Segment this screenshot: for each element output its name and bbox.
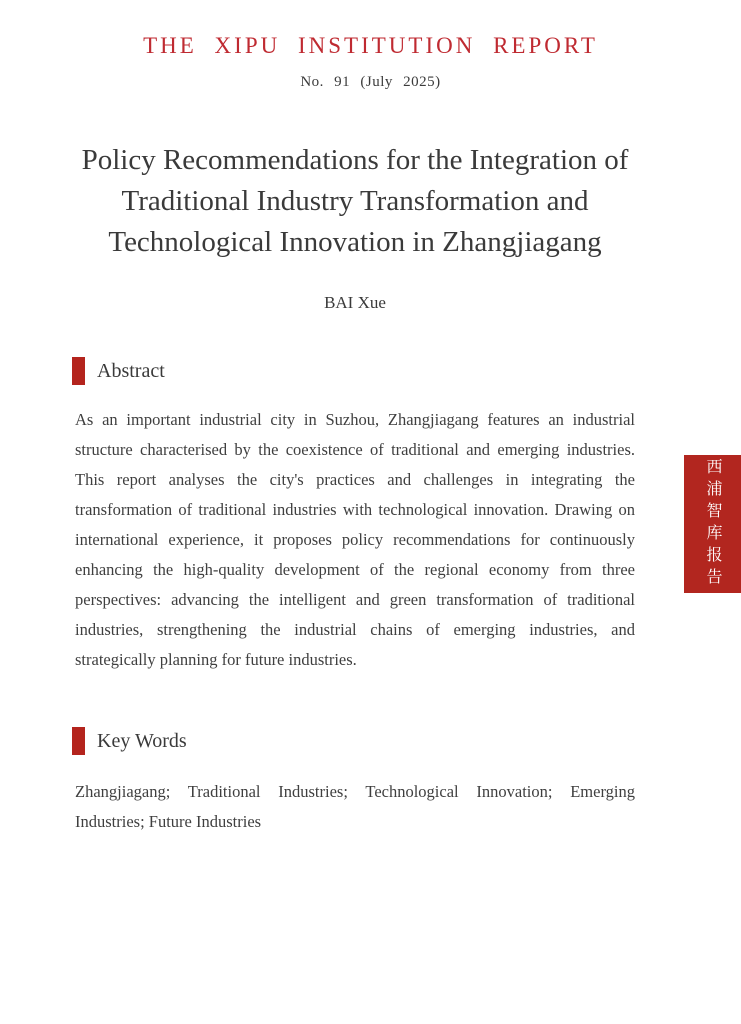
- report-title-line-2: Traditional Industry Transformation and: [121, 185, 589, 217]
- side-tab-think-tank-report: 西浦智库报告: [684, 455, 741, 593]
- section-marker-bar: [72, 357, 85, 385]
- keywords-body: Zhangjiagang; Traditional Industries; Technological Innovation; Emerging Industries; Future Industries: [75, 782, 635, 831]
- report-title-line-3: Technological Innovation in Zhangjiagang: [108, 226, 602, 258]
- section-marker-bar: [72, 727, 85, 755]
- report-title-line-1: Policy Recommendations for the Integration of: [81, 144, 629, 176]
- issue-line: No. 91 (July 2025): [300, 74, 441, 90]
- abstract-section-heading: [72, 357, 635, 385]
- keywords-section-heading: [72, 727, 635, 755]
- keywords-heading-label: Key Words: [97, 730, 187, 752]
- abstract-heading-label: Abstract: [97, 360, 165, 382]
- masthead-title: THE XIPU INSTITUTION REPORT: [143, 33, 598, 58]
- content-column: [75, 140, 635, 837]
- abstract-body: As an important industrial city in Suzhou, Zhangjiagang features an industrial structure characterised by the coexistence of traditional and emerging industries. This report analyses the city's practices and challenges in integrating the transformation of traditional industries with technological innovation. Drawing on international experience, it proposes policy recommendations for continuously enhancing the high-quality development of the regional economy from three perspectives: advancing the intelligent and green transformation of traditional industries, strengthening the industrial chains of emerging industries, and strategically planning for future industries.: [75, 410, 635, 669]
- author-name: BAI Xue: [324, 293, 386, 312]
- report-title: [75, 140, 635, 263]
